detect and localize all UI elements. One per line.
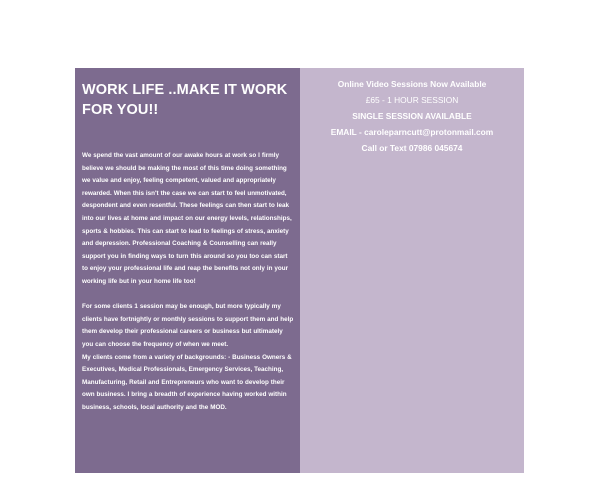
intro-paragraph: We spend the vast amount of our awake hours at work so I firmly believe we should be making the most of this time doing something we value and enjoy, feeling competent, valued and appropriately rewarded. When this isn't the case we can start to feel unmotivated, despondent and even resentful. These feelings can then start to leak into our lives at home and impact on our energy levels, relationships, sports & hobbies. This can start to lead to feelings of stress, anxiety and depression. Professional Coaching & Counselling can really support you in finding ways to turn this around so you too can start to enjoy your professional life and reap the benefits not only in your working life but in your home life too! [82, 152, 292, 285]
panel-heading: WORK LIFE ..MAKE IT WORK FOR YOU!! [82, 82, 288, 118]
phone-text[interactable]: Call or Text 07986 045674 [361, 143, 463, 153]
price-text: £65 - 1 HOUR SESSION [365, 95, 459, 105]
email-link[interactable]: EMAIL - caroleparncutt@protonmail.com [330, 127, 494, 137]
online-sessions-text: Online Video Sessions Now Available [337, 79, 487, 89]
contact-panel [300, 68, 524, 473]
clients-paragraph: My clients come from a variety of backgrounds: - Business Owners & Executives, Medical Professionals, Emergency Services, Teaching, Manufacturing, Retail and Entrepreneurs who want to develop their own business. I bring a breadth of experience having worked within business, schools, local authority and the MOD. [82, 353, 292, 411]
single-session-text: SINGLE SESSION AVAILABLE [352, 111, 472, 121]
sessions-paragraph: For some clients 1 session may be enough, but more typically my clients have fortnightly or monthly sessions to support them and help them develop their professional careers or business but ultimately you can choose the frequency of when we meet. [82, 303, 294, 348]
info-panel [75, 68, 300, 473]
